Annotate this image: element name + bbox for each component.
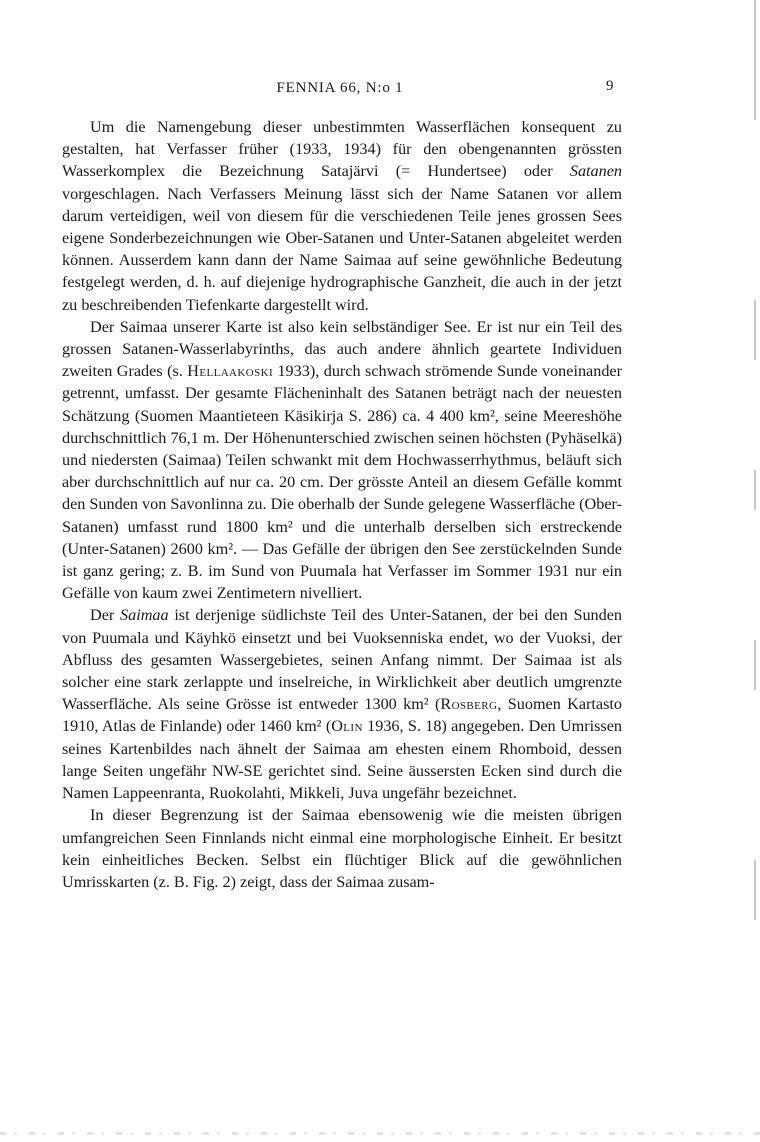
scan-bottom-artifact — [0, 1132, 760, 1135]
paragraph-3-text-d: 1936, S. 18) angegeben. Den Umrissen seines Kartenbildes nach ähnelt der Saimaa am ehesten einem Rhomboid, dessen lange Seiten ungefähr NW-SE gerichtet sind. Seine äussersten Ecken sind durch die Namen Lappeenranta, Ruokolahti, Mikkeli, Juva ungefähr bezeichnet. — [62, 717, 622, 803]
paragraph-1-text-b: vorgeschlagen. Nach Verfassers Meinung lässt sich der Name Satanen vor allem darum verteidigen, weil von diesem für die verschiedenen Teile jenes grossen Sees eigene Sonderbezeichnungen wie Ober-Satanen und Unter-Satanen abgeleitet werden können. Ausserdem kann dann der Name Saimaa auf seine gewöhnliche Bedeutung festgelegt werden, d. h. auf diejenige hydrographische Ganzheit, die auch in der jetzt zu beschreibenden Tiefenkarte dargestellt wird. — [62, 184, 622, 314]
running-header: FENNIA 66, N:o 1 — [276, 80, 404, 96]
paragraph-3-author-1: Rosberg — [440, 695, 498, 714]
paragraph-3-author-2: Olin — [331, 717, 363, 736]
paragraph-1-text-a: Um die Namengebung dieser unbestimmten Wasserflächen konsequent zu gestalten, hat Verfasser früher (1933, 1934) für den obengenannten grössten Wasserkomplex die Bezeichnung Satajärvi (= Hundertsee) oder — [62, 118, 622, 181]
body-text — [62, 116, 622, 893]
paragraph-2-text-a: Der Saimaa unserer Karte ist also kein selbständiger See. Er ist nur ein Teil des grossen Satanen-Wasserlabyrinths, das auch andere ähnlich geartete Individuen zweiten Grades (s. — [62, 317, 622, 381]
paragraph-2-author: Hellaakoski — [187, 362, 274, 381]
page-number: 9 — [606, 78, 614, 94]
scan-edge-mark — [754, 0, 756, 120]
paragraph-2-text-b: 1933), durch schwach strömende Sunde voneinander getrennt, umfasst. Der gesamte Flächeninhalt des Satanen beträgt nach der neuesten Schätzung (Suomen Maantieteen Käsikirja S. 286) ca. 4 400 km², seine Meereshöhe durchschnittlich 76,1 m. Der Höhenunterschied zwischen seinen höchsten (Pyhäselkä) und niedersten (Saimaa) Teilen schwankt mit dem Hochwasserrhythmus, beläuft sich aber durchschnittlich auf nur ca. 20 cm. Der grösste Anteil an diesem Gefälle kommt den Sunden von Savonlinna zu. Die oberhalb der Sunde gelegene Wasserfläche (Ober-Satanen) umfasst rund 1800 km² und die unterhalb derselben sich erstreckende (Unter-Satanen) 2600 km². — Das Gefälle der übrigen den See zerstückelnden Sunde ist ganz gering; z. B. im Sund von Puumala hat Verfasser im Sommer 1931 nur ein Gefälle von kaum zwei Zentimetern nivelliert. — [62, 362, 622, 603]
scan-edge-mark — [754, 640, 756, 690]
paragraph-3-text-c: , Suomen Kartasto 1910, Atlas de Finlande) oder 1460 km² ( — [62, 695, 622, 736]
scan-edge-mark — [754, 470, 756, 510]
paragraph-4-text: In dieser Begrenzung ist der Saimaa ebensowenig wie die meisten übrigen umfangreichen Seen Finnlands nicht einmal eine morphologische Einheit. Er besitzt kein einheitliches Becken. Selbst ein flüchtiger Blick auf die gewöhnlichen Umrisskarten (z. B. Fig. 2) zeigt, dass der Saimaa zusam- — [62, 806, 622, 891]
paragraph-3-emphasis: Saimaa — [120, 606, 169, 625]
scan-edge-mark — [754, 860, 756, 920]
scan-edge-mark — [754, 300, 756, 360]
paragraph-3 — [62, 604, 622, 804]
paragraph-3-text-b: ist derjenige südlichste Teil des Unter-Satanen, der bei den Sunden von Puumala und Käyhkö einsetzt und bei Vuoksenniska endet, wo der Vuoksi, der Abfluss des gesamten Wassergebietes, seinen Anfang nimmt. Der Saimaa ist als solcher eine stark zerlappte und inselreiche, in Wirklichkeit aber deutlich umgrenzte Wasserfläche. Als seine Grösse ist entweder 1300 km² ( — [62, 606, 623, 714]
paragraph-1-emphasis: Satanen — [569, 162, 622, 181]
paragraph-1 — [62, 116, 622, 316]
paragraph-3-text-a: Der — [90, 606, 121, 625]
paragraph-4 — [62, 804, 622, 893]
paragraph-2 — [62, 316, 622, 605]
